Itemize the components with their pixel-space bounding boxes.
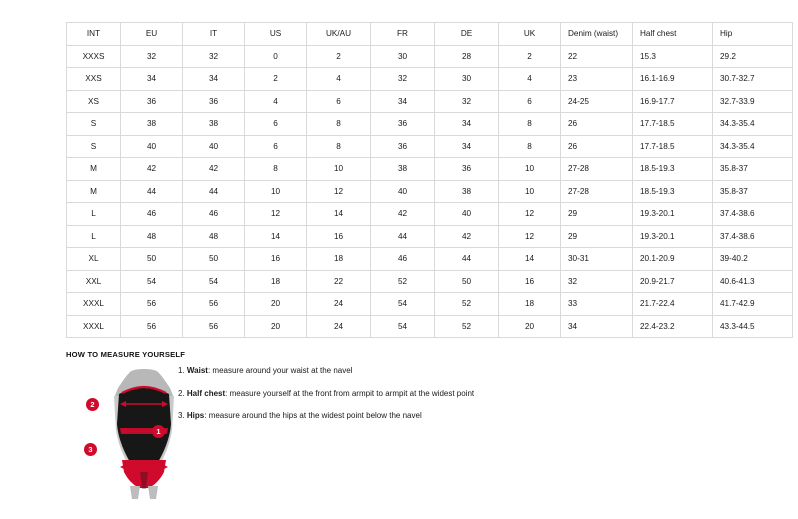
size-chart-table — [66, 22, 793, 338]
table-cell: XL — [67, 248, 121, 271]
table-cell: 19.3-20.1 — [633, 225, 713, 248]
measure-instruction-waist — [178, 366, 598, 376]
table-cell: 30-31 — [561, 248, 633, 271]
table-cell: L — [67, 203, 121, 226]
table-cell: 40 — [371, 180, 435, 203]
table-cell: 32 — [561, 270, 633, 293]
table-cell: M — [67, 158, 121, 181]
table-cell: 37.4-38.6 — [713, 225, 793, 248]
table-cell: 48 — [121, 225, 183, 248]
table-cell: 32.7-33.9 — [713, 90, 793, 113]
table-cell: 32 — [435, 90, 499, 113]
instruction-number: 2. — [178, 388, 185, 398]
table-cell: 39-40.2 — [713, 248, 793, 271]
instruction-number: 1. — [178, 366, 185, 375]
table-cell: 36 — [183, 90, 245, 113]
table-cell: 6 — [245, 135, 307, 158]
table-cell: 36 — [121, 90, 183, 113]
table-cell: 12 — [245, 203, 307, 226]
table-row — [67, 293, 793, 316]
table-cell: 50 — [183, 248, 245, 271]
table-cell: 4 — [245, 90, 307, 113]
table-cell: 54 — [183, 270, 245, 293]
table-cell: 52 — [435, 315, 499, 338]
instruction-term: Half chest — [186, 388, 226, 398]
table-cell: 24-25 — [561, 90, 633, 113]
table-cell: 18 — [307, 248, 371, 271]
table-cell: 30.7-32.7 — [713, 68, 793, 91]
column-header: EU — [121, 23, 183, 46]
instruction-number: 3. — [178, 411, 185, 421]
table-row — [67, 68, 793, 91]
table-cell: 6 — [245, 113, 307, 136]
table-cell: 54 — [121, 270, 183, 293]
table-row — [67, 225, 793, 248]
column-header: IT — [183, 23, 245, 46]
table-cell: 6 — [307, 90, 371, 113]
table-cell: 29.2 — [713, 45, 793, 68]
table-cell: 33 — [561, 293, 633, 316]
table-cell: 20 — [245, 293, 307, 316]
table-cell: M — [67, 180, 121, 203]
table-cell: 16.1-16.9 — [633, 68, 713, 91]
table-cell: 36 — [371, 113, 435, 136]
table-cell: 56 — [121, 315, 183, 338]
table-cell: S — [67, 135, 121, 158]
table-cell: 44 — [183, 180, 245, 203]
table-cell: 4 — [499, 68, 561, 91]
table-cell: 6 — [499, 90, 561, 113]
table-cell: 43.3-44.5 — [713, 315, 793, 338]
how-to-measure-title: HOW TO MEASURE YOURSELF — [66, 350, 186, 359]
table-cell: 34.3-35.4 — [713, 135, 793, 158]
table-row — [67, 203, 793, 226]
size-chart-table-wrapper — [66, 22, 755, 338]
column-header: US — [245, 23, 307, 46]
table-cell: XXS — [67, 68, 121, 91]
measure-badge-2: 2 — [86, 398, 99, 411]
table-row — [67, 90, 793, 113]
table-cell: 50 — [435, 270, 499, 293]
table-cell: 22 — [307, 270, 371, 293]
table-cell: 34 — [183, 68, 245, 91]
table-cell: 21.7-22.4 — [633, 293, 713, 316]
table-row — [67, 315, 793, 338]
table-cell: 17.7-18.5 — [633, 135, 713, 158]
table-cell: XXXL — [67, 293, 121, 316]
table-cell: 41.7-42.9 — [713, 293, 793, 316]
table-cell: 18.5-19.3 — [633, 180, 713, 203]
column-header: DE — [435, 23, 499, 46]
column-header: Hip — [713, 23, 793, 46]
table-cell: 10 — [499, 158, 561, 181]
table-cell: 14 — [307, 203, 371, 226]
table-cell: 44 — [435, 248, 499, 271]
table-cell: 12 — [499, 225, 561, 248]
column-header: FR — [371, 23, 435, 46]
table-cell: 37.4-38.6 — [713, 203, 793, 226]
column-header: Denim (waist) — [561, 23, 633, 46]
table-cell: 30 — [371, 45, 435, 68]
table-cell: 8 — [307, 113, 371, 136]
table-cell: 14 — [245, 225, 307, 248]
table-cell: 10 — [245, 180, 307, 203]
table-cell: 42 — [183, 158, 245, 181]
table-row — [67, 180, 793, 203]
table-cell: 34 — [561, 315, 633, 338]
table-cell: 44 — [121, 180, 183, 203]
table-cell: 2 — [307, 45, 371, 68]
table-cell: 15.3 — [633, 45, 713, 68]
table-cell: 34 — [435, 135, 499, 158]
table-cell: 34 — [435, 113, 499, 136]
table-cell: 20.1-20.9 — [633, 248, 713, 271]
measure-instruction-hips — [178, 411, 598, 421]
column-header: UK — [499, 23, 561, 46]
table-cell: 35.8-37 — [713, 158, 793, 181]
table-cell: 34 — [121, 68, 183, 91]
table-cell: 52 — [435, 293, 499, 316]
table-cell: 4 — [307, 68, 371, 91]
column-header: UK/AU — [307, 23, 371, 46]
instruction-term: Waist — [186, 366, 208, 375]
table-cell: 16 — [245, 248, 307, 271]
table-cell: 38 — [371, 158, 435, 181]
table-cell: 46 — [183, 203, 245, 226]
table-cell: 10 — [307, 158, 371, 181]
table-cell: 56 — [183, 293, 245, 316]
table-cell: 56 — [183, 315, 245, 338]
table-cell: 48 — [183, 225, 245, 248]
table-cell: 32 — [371, 68, 435, 91]
table-cell: 29 — [561, 225, 633, 248]
measure-instruction-half-chest — [178, 389, 598, 399]
table-cell: 8 — [307, 135, 371, 158]
table-cell: 16.9-17.7 — [633, 90, 713, 113]
measure-instructions — [178, 366, 598, 434]
measure-badge-1: 1 — [152, 425, 165, 438]
table-cell: 14 — [499, 248, 561, 271]
table-cell: 27-28 — [561, 180, 633, 203]
table-cell: 42 — [371, 203, 435, 226]
table-cell: 20.9-21.7 — [633, 270, 713, 293]
table-row — [67, 45, 793, 68]
table-cell: 54 — [371, 315, 435, 338]
table-cell: 40 — [435, 203, 499, 226]
table-cell: 24 — [307, 293, 371, 316]
table-cell: 0 — [245, 45, 307, 68]
table-cell: 36 — [435, 158, 499, 181]
table-row — [67, 135, 793, 158]
table-cell: 20 — [245, 315, 307, 338]
table-cell: 52 — [371, 270, 435, 293]
table-cell: 22.4-23.2 — [633, 315, 713, 338]
table-cell: 56 — [121, 293, 183, 316]
table-cell: 35.8-37 — [713, 180, 793, 203]
table-cell: 2 — [245, 68, 307, 91]
instruction-text: : measure around your waist at the navel — [207, 366, 353, 375]
table-cell: 32 — [121, 45, 183, 68]
table-row — [67, 270, 793, 293]
table-cell: 42 — [121, 158, 183, 181]
table-cell: 50 — [121, 248, 183, 271]
table-cell: 34 — [371, 90, 435, 113]
table-cell: 46 — [371, 248, 435, 271]
table-cell: 16 — [307, 225, 371, 248]
measure-badge-3: 3 — [84, 443, 97, 456]
table-cell: 36 — [371, 135, 435, 158]
table-cell: 30 — [435, 68, 499, 91]
table-cell: S — [67, 113, 121, 136]
instruction-text: : measure yourself at the front from armpit to armpit at the widest point — [225, 388, 475, 398]
table-cell: 46 — [121, 203, 183, 226]
table-cell: 16 — [499, 270, 561, 293]
table-cell: 34.3-35.4 — [713, 113, 793, 136]
table-cell: 32 — [183, 45, 245, 68]
instruction-text: : measure around the hips at the widest point below the navel — [204, 411, 422, 421]
table-cell: 8 — [245, 158, 307, 181]
table-cell: 40 — [183, 135, 245, 158]
table-cell: 42 — [435, 225, 499, 248]
table-cell: 12 — [499, 203, 561, 226]
column-header: INT — [67, 23, 121, 46]
instruction-term: Hips — [186, 411, 205, 421]
table-cell: 23 — [561, 68, 633, 91]
table-cell: 27-28 — [561, 158, 633, 181]
table-cell: 18 — [245, 270, 307, 293]
table-cell: 38 — [435, 180, 499, 203]
table-cell: 8 — [499, 135, 561, 158]
table-row — [67, 158, 793, 181]
table-cell: 38 — [183, 113, 245, 136]
column-header: Half chest — [633, 23, 713, 46]
table-cell: 10 — [499, 180, 561, 203]
table-cell: 18.5-19.3 — [633, 158, 713, 181]
table-cell: 54 — [371, 293, 435, 316]
table-cell: 26 — [561, 135, 633, 158]
table-row — [67, 113, 793, 136]
table-cell: 20 — [499, 315, 561, 338]
table-cell: 44 — [371, 225, 435, 248]
table-cell: 40.6-41.3 — [713, 270, 793, 293]
table-cell: 19.3-20.1 — [633, 203, 713, 226]
table-cell: 26 — [561, 113, 633, 136]
table-cell: XS — [67, 90, 121, 113]
table-cell: 29 — [561, 203, 633, 226]
table-cell: 2 — [499, 45, 561, 68]
table-cell: 38 — [121, 113, 183, 136]
table-cell: 22 — [561, 45, 633, 68]
table-cell: 18 — [499, 293, 561, 316]
table-cell: 8 — [499, 113, 561, 136]
table-cell: 12 — [307, 180, 371, 203]
table-cell: 28 — [435, 45, 499, 68]
table-cell: XXL — [67, 270, 121, 293]
table-row — [67, 248, 793, 271]
table-cell: XXXL — [67, 315, 121, 338]
table-cell: L — [67, 225, 121, 248]
table-header-row — [67, 23, 793, 46]
table-cell: 40 — [121, 135, 183, 158]
table-cell: 24 — [307, 315, 371, 338]
table-cell: 17.7-18.5 — [633, 113, 713, 136]
table-cell: XXXS — [67, 45, 121, 68]
